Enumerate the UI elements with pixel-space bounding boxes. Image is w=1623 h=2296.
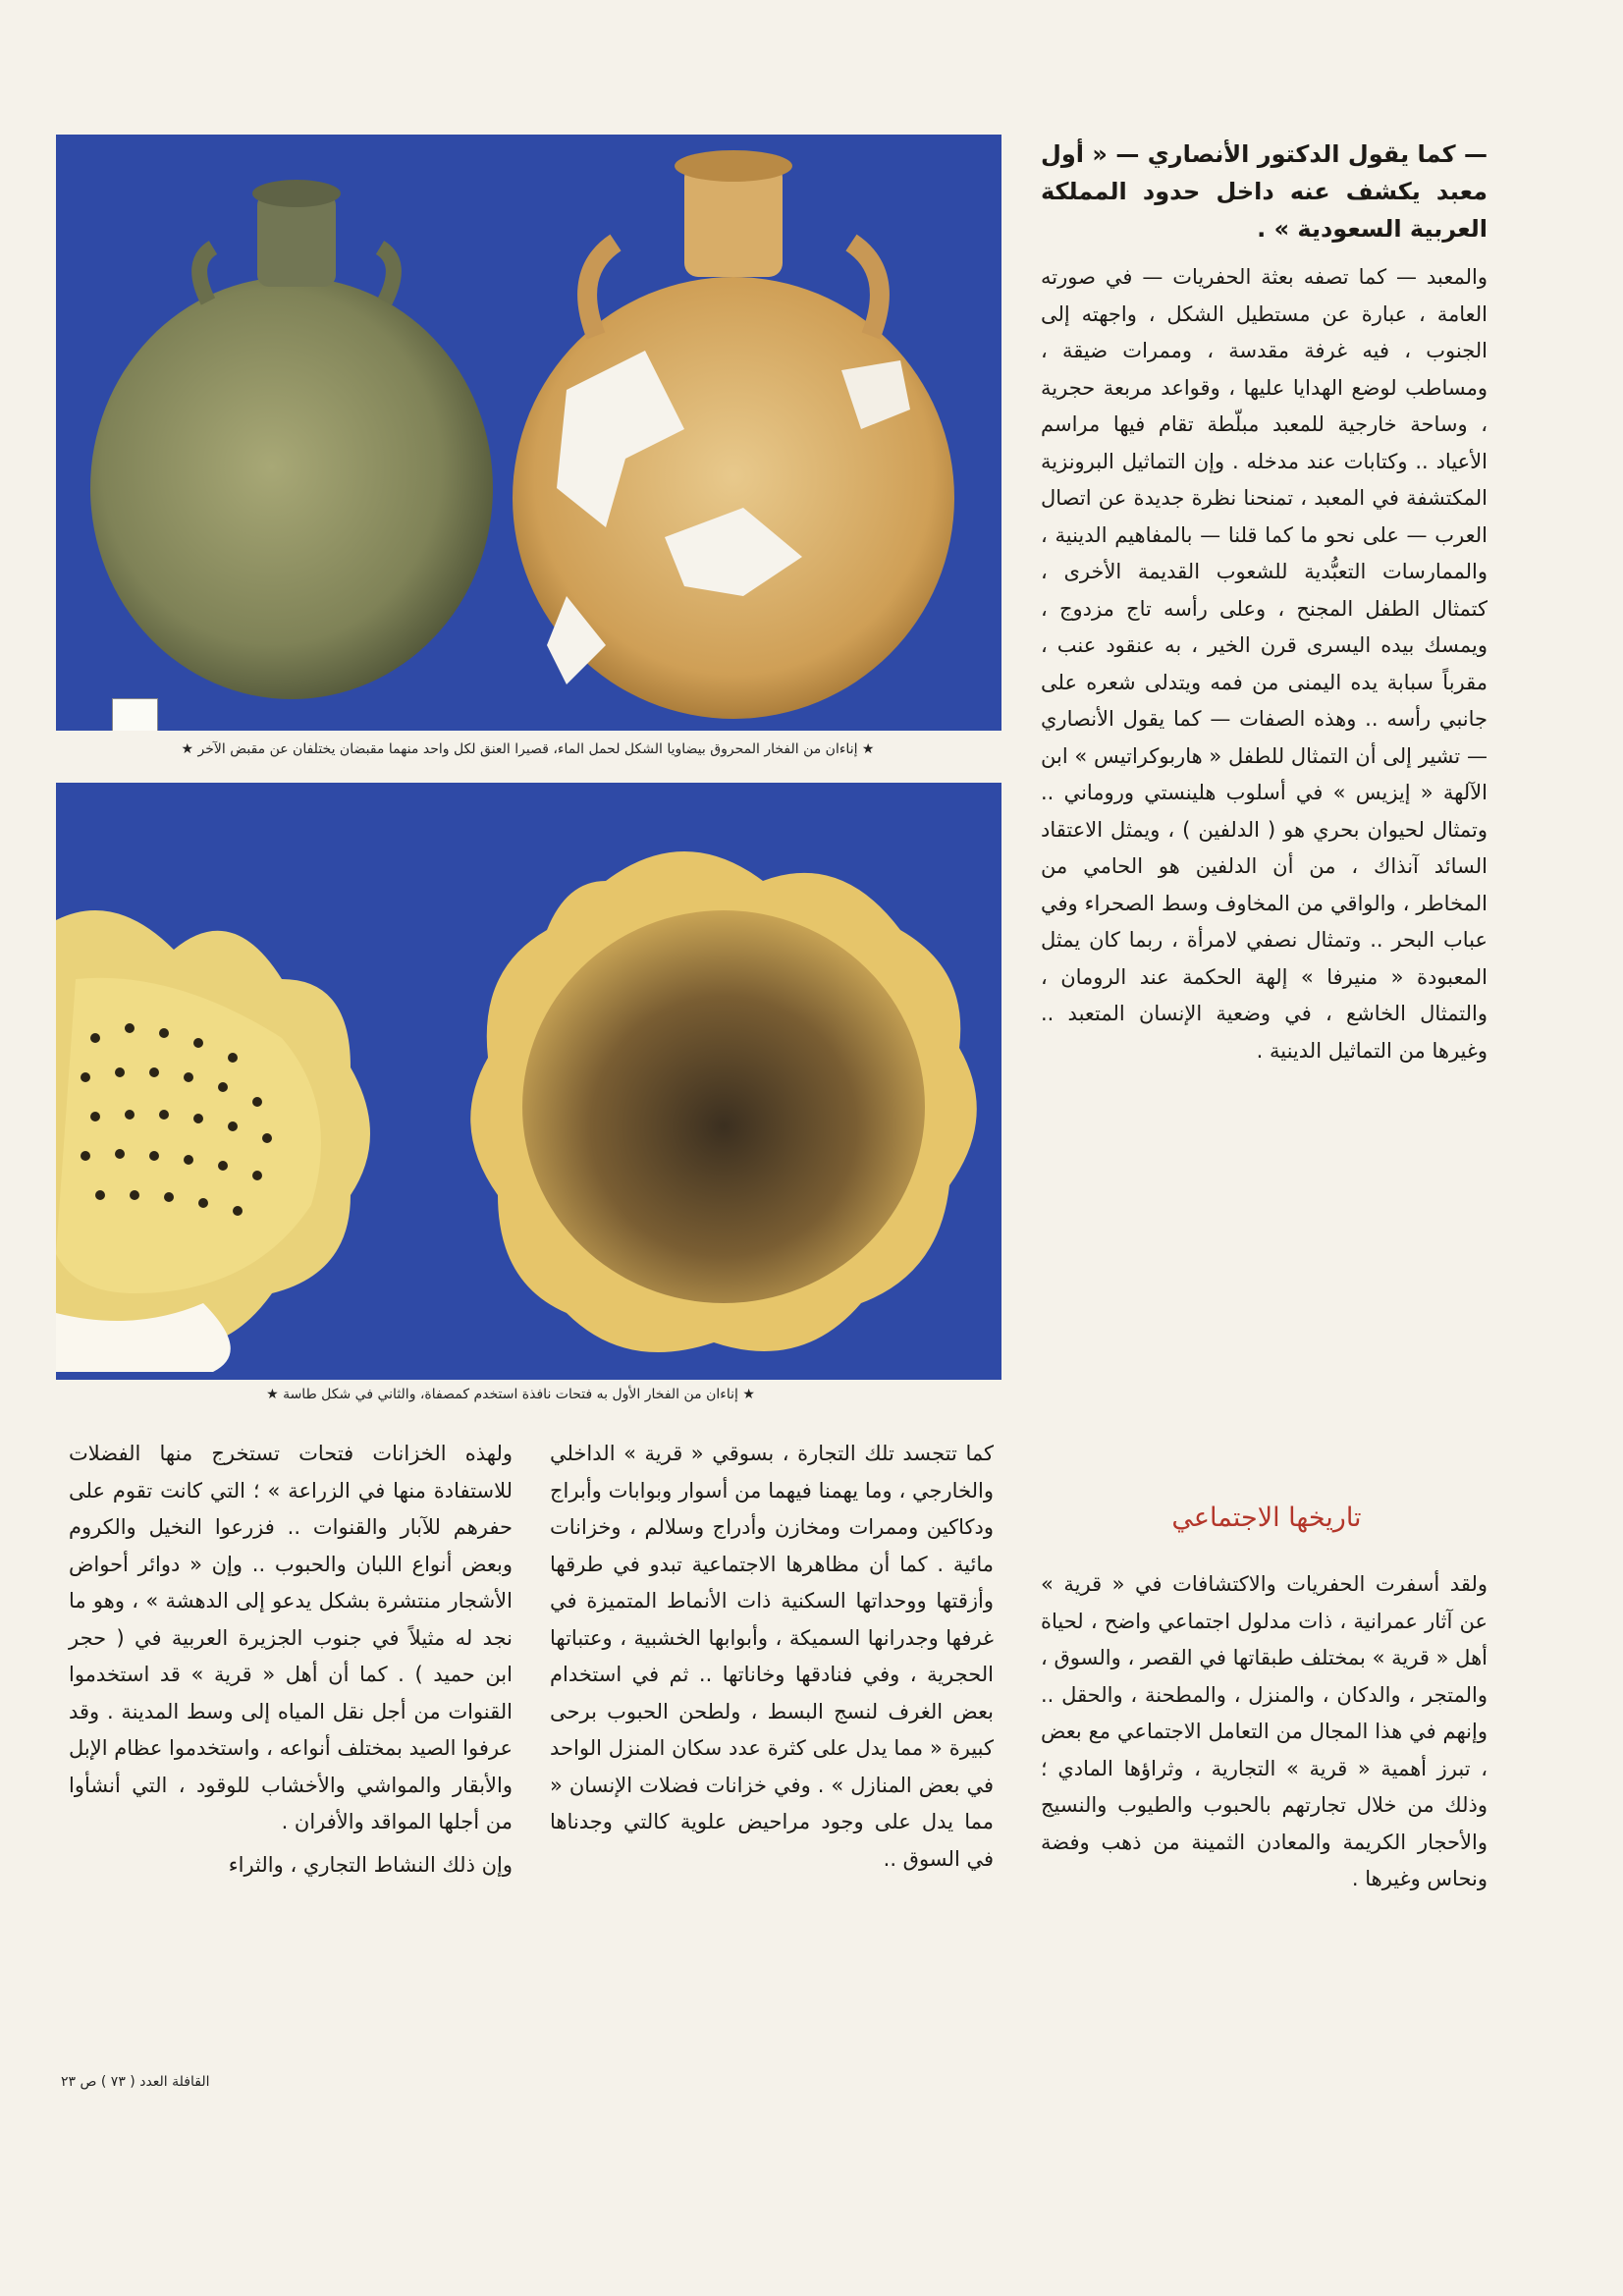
- temple-paragraph: والمعبد — كما تصفه بعثة الحفريات — في صورته العامة ، عبارة عن مستطيل الشكل ، واجهته إلى الجنوب ، فيه غرفة مقدسة ، وممرات ضيقة ، ومساطب لوضع الهدايا عليها ، وقواعد مربعة حجرية ، وساحة خارجية للمعبد مبلّطة تقام فيها مراسم الأعياد .. وكتابات عند مدخله . وإن التماثيل البرونزية المكتشفة في المعبد ، تمنحنا نظرة جديدة عن اتصال العرب — على نحو ما كما قلنا — بالمفاهيم الدينية ، والممارسات التعبُّدية للشعوب القديمة الأخرى ، كتمثال الطفل المجنح ، وعلى رأسه تاج مزدوج ، ويمسك بيده اليسرى قرن الخير ، به عنقود عنب ، مقرباً سبابة يده اليمنى من فمه ويتدلى شعره على جانبي رأسه .. وهذه الصفات — كما يقول الأنصاري — تشير إلى أن التمثال للطفل « هاربوكراتيس » ابن الآلهة « إيزيس » في أسلوب هلينستي وروماني .. وتمثال لحيوان بحري هو ( الدلفين ) ، ويمثل الاعتقاد السائد آنذاك ، من أن الدلفين هو الحامي من المخاطر ، والواقي من المخاوف وسط الصحراء وفي عباب البحر .. وتمثال نصفي لامرأة ، ربما كان يمثل المعبودة « منيرفا » إلهة الحكمة عند الرومان ، والتمثال الخاشع ، في وضعية الإنسان المتعبد .. وغيرها من التماثيل الدينية .: [1041, 265, 1488, 1063]
- section-body: [1041, 1566, 1488, 1898]
- article-column-left: [69, 1436, 513, 1884]
- section-title: تاريخها الاجتماعي: [1171, 1503, 1362, 1533]
- drawing-inset: [112, 698, 158, 731]
- article-column-right: [1041, 136, 1488, 1069]
- photo-water-flasks: [56, 135, 1001, 731]
- social-history-paragraph: ولقد أسفرت الحفريات والاكتشافات في « قرية » عن آثار عمرانية ، ذات مدلول اجتماعي واضح ، لحياة أهل « قرية » بمختلف طبقاتها في القصر ، والسوق ، والمتجر ، والدكان ، والمنزل ، والمطحنة ، والحقل .. وإنهم في هذا المجال من التعامل الاجتماعي مع بعض ، تبرز أهمية « قرية » التجارية ، وثراؤها المادي ؛ وذلك من خلال تجارتهم بالحبوب والطيوب والنسيج والأحجار الكريمة والمعادن الثمينة من ذهب وفضة ونحاس وغيرها .: [1041, 1572, 1488, 1890]
- photo-colander-and-bowl: [56, 783, 1001, 1380]
- page-footer: القافلة العدد ( ٧٣ ) ص ٢٣: [61, 2074, 210, 2090]
- agriculture-paragraph: ولهذه الخزانات فتحات تستخرج منها الفضلات للاستفادة منها في الزراعة » ؛ التي كانت تقوم على حفرهم للآبار والقنوات .. فزرعوا النخيل والكروم وبعض أنواع اللبان والحبوب .. وإن « دوائر أحواض الأشجار منتشرة بشكل يدعو إلى الدهشة » ، وهو ما نجد له مثيلاً في جنوب الجزيرة العربية في ( حجر ابن حميد ) . كما أن أهل « قرية » قد استخدموا القنوات من أجل نقل المياه إلى وسط المدينة . وقد عرفوا الصيد بمختلف أنواعه ، واستخدموا عظام الإبل والأبقار والمواشي والأخشاب للوقود ، التي أنشأوا من أجلها المواقد والأفران .: [68, 1442, 513, 1833]
- article-column-middle: [550, 1436, 994, 1878]
- trade-paragraph: كما تتجسد تلك التجارة ، بسوقي « قرية » الداخلي والخارجي ، وما يهمنا فيهما من أسوار وبوابات وأبراج ودكاكين وممرات ومخازن وأدراج وسلالم ، وخزانات مائية . كما أن مظاهرها الاجتماعية تبدو في طرقها وأزقتها ووحداتها السكنية ذات الأنماط المتميزة في غرفها وجدرانها السميكة ، وأبوابها الخشبية ، وعتباتها الحجرية ، وفي فنادقها وخاناتها .. ثم في استخدام بعض الغرف لنسج البسط ، ولطحن الحبوب برحى كبيرة « مما يدل على كثرة عدد سكان المنزل الواحد في بعض المنازل » . وفي خزانات فضلات الإنسان « مما يدل على وجود مراحيض علوية كالتي وجدناها في السوق ..: [550, 1442, 994, 1871]
- continuation-line: وإن ذلك النشاط التجاري ، والثراء: [228, 1852, 513, 1877]
- caption-bottom: ★ إناءان من الفخار الأول به فتحات نافذة استخدم كمصفاة، والثاني في شكل طاسة ★: [266, 1387, 755, 1402]
- colander-bowl-illustration: [56, 783, 1001, 1380]
- caption-top: ★ إناءان من الفخار المحروق بيضاويا الشكل لحمل الماء، قصيرا العنق لكل واحد منهما مقبضان يختلفان عن مقبض الآخر ★: [181, 741, 875, 757]
- lead-paragraph: — كما يقول الدكتور الأنصاري — « أول معبد يكشف عنه داخل حدود المملكة العربية السعودية » .: [1041, 140, 1488, 243]
- water-flasks-illustration: [56, 135, 1001, 731]
